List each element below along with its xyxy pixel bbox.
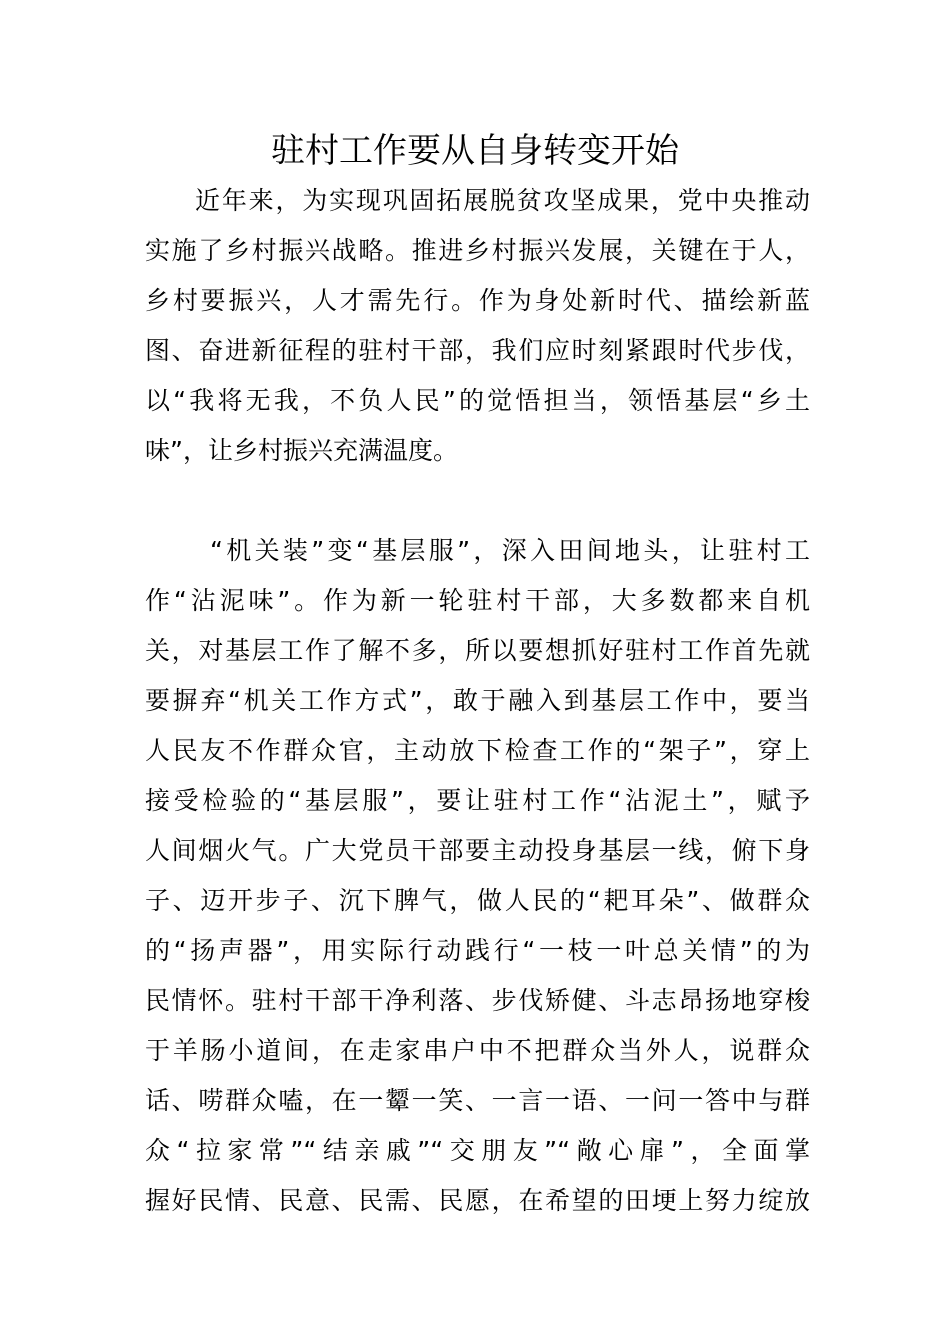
paragraph-1-line-1: 近年来，为实现巩固拓展脱贫攻坚成果，党中央推动 — [195, 186, 810, 215]
paragraph-2-line-12: 话、唠群众嗑，在一颦一笑、一言一语、一问一答中与群 — [145, 1086, 810, 1115]
paragraph-2-line-9: 的“扬声器”，用实际行动践行“一枝一叶总关情”的为 — [145, 936, 810, 965]
document-title: 驻村工作要从自身转变开始 — [271, 131, 679, 171]
paragraph-1-line-3: 乡村要振兴，人才需先行。作为身处新时代、描绘新蓝 — [145, 286, 810, 315]
paragraph-2-line-1: “机关装”变“基层服”，深入田间地头，让驻村工 — [210, 536, 810, 565]
paragraph-2-line-8: 子、迈开步子、沉下脾气，做人民的“耙耳朵”、做群众 — [145, 886, 810, 915]
paragraph-2-line-13: 众“拉家常”“结亲戚”“交朋友”“敞心扉”，全面掌 — [145, 1136, 810, 1165]
paragraph-1-line-5: 以“我将无我，不负人民”的觉悟担当，领悟基层“乡土 — [145, 386, 810, 415]
paragraph-2-line-4: 要摒弃“机关工作方式”，敢于融入到基层工作中，要当 — [145, 686, 810, 715]
paragraph-2-line-3: 关，对基层工作了解不多，所以要想抓好驻村工作首先就 — [145, 636, 810, 665]
paragraph-2-line-5: 人民友不作群众官，主动放下检查工作的“架子”，穿上 — [145, 736, 810, 765]
paragraph-1-line-4: 图、奋进新征程的驻村干部，我们应时刻紧跟时代步伐， — [145, 336, 810, 365]
paragraph-1-line-2: 实施了乡村振兴战略。推进乡村振兴发展，关键在于人， — [145, 236, 810, 265]
paragraph-2-line-10: 民情怀。驻村干部干净利落、步伐矫健、斗志昂扬地穿梭 — [145, 986, 810, 1015]
paragraph-2-line-2: 作“沾泥味”。作为新一轮驻村干部，大多数都来自机 — [145, 586, 810, 615]
paragraph-1-line-6: 味”，让乡村振兴充满温度。 — [145, 436, 458, 465]
paragraph-2-line-11: 于羊肠小道间，在走家串户中不把群众当外人，说群众 — [145, 1036, 810, 1065]
paragraph-2-line-7: 人间烟火气。广大党员干部要主动投身基层一线，俯下身 — [145, 836, 810, 865]
paragraph-2-line-14: 握好民情、民意、民需、民愿，在希望的田埂上努力绽放 — [145, 1186, 810, 1215]
paragraph-2-line-6: 接受检验的“基层服”，要让驻村工作“沾泥土”，赋予 — [145, 786, 810, 815]
